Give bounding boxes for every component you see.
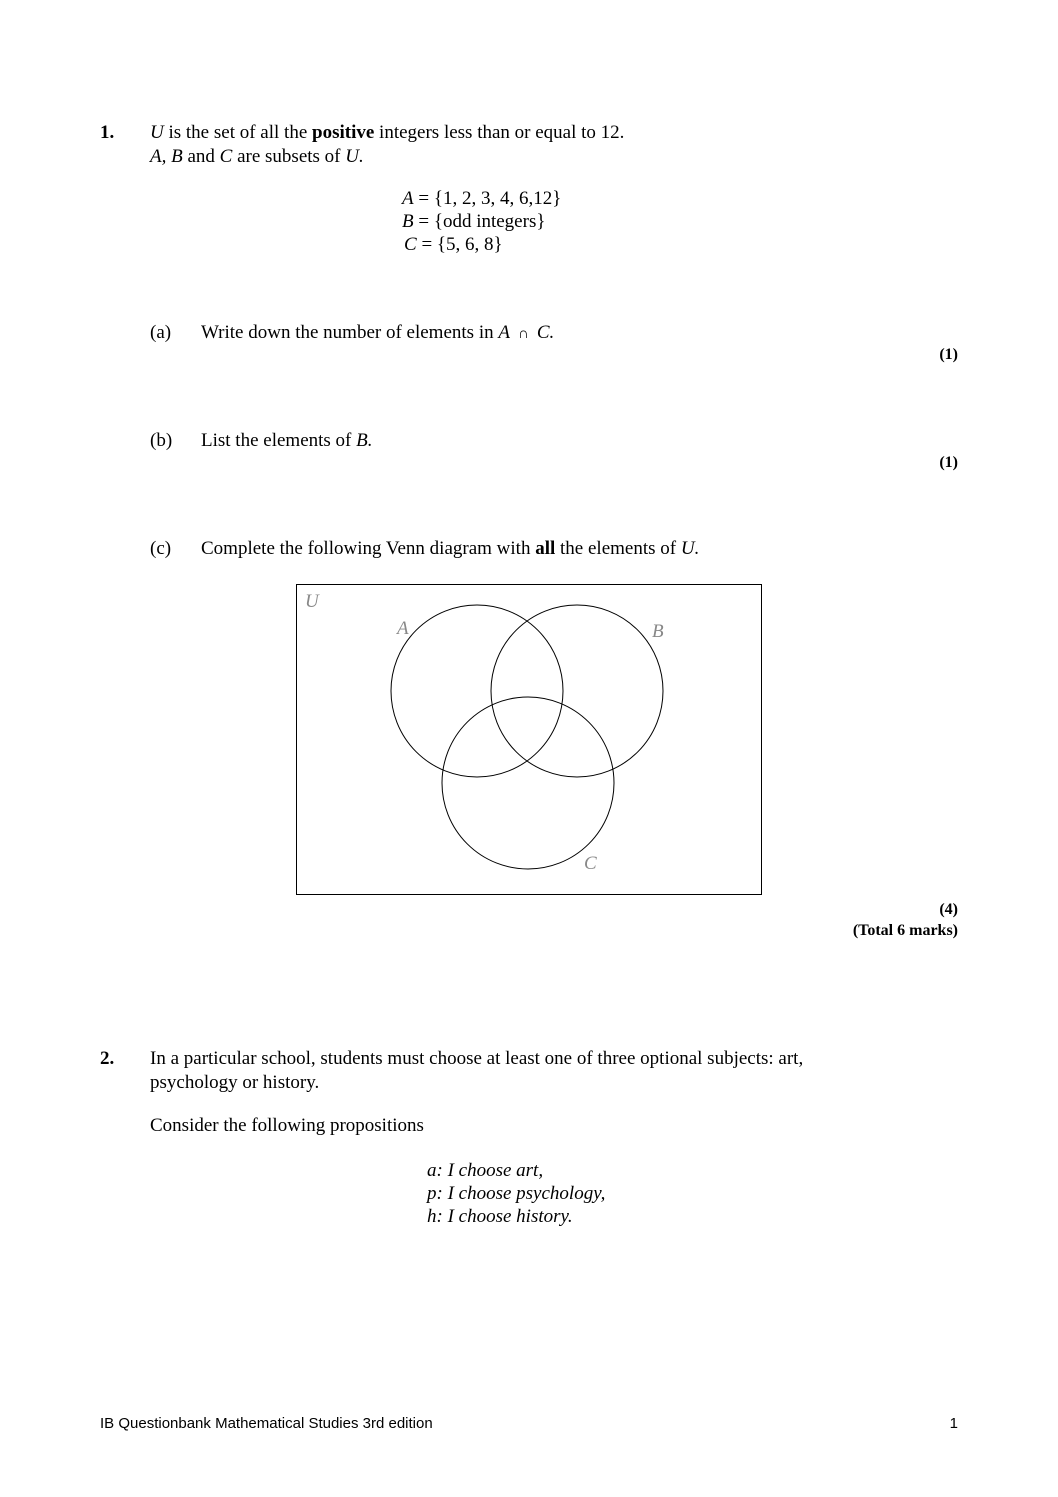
question-number: 2. [100, 1048, 115, 1069]
question-text [150, 122, 624, 144]
label-a: A [397, 618, 409, 639]
circle-b [491, 605, 663, 777]
var-a: A [498, 322, 510, 343]
footer-title: IB Questionbank Mathematical Studies 3rd edition [100, 1415, 433, 1432]
question-text: Consider the following propositions [150, 1115, 424, 1136]
var-u: U. [345, 146, 364, 167]
var-u: U [150, 122, 164, 143]
intersection-symbol: ∩ [517, 326, 529, 342]
label-c: C [584, 853, 597, 874]
venn-svg [297, 585, 763, 896]
var-u: U. [680, 538, 700, 559]
set-elements: = {1, 2, 3, 4, 6,12} [413, 188, 562, 209]
text-segment: integers less than or equal to 12. [374, 122, 625, 143]
part-label-c: (c) [150, 538, 172, 559]
var-c: C [219, 146, 233, 167]
text-segment: the elements of [555, 538, 681, 559]
proposition-h: h: I choose history. [427, 1206, 573, 1227]
circle-c [442, 697, 614, 869]
set-definition-c [404, 234, 503, 256]
bold-text: all [535, 538, 556, 559]
set-elements: = {5, 6, 8} [416, 234, 503, 255]
text-segment: Complete the following Venn diagram with [201, 538, 536, 559]
marks-b: (1) [939, 454, 958, 471]
text-segment: are subsets of [232, 146, 346, 167]
part-text-c [201, 538, 699, 560]
question-number: 1. [100, 122, 115, 143]
var-c: C. [536, 322, 555, 343]
var-b: B. [356, 430, 373, 451]
question-text [150, 146, 364, 168]
text-segment: is the set of all the [163, 122, 313, 143]
set-definition-a [402, 188, 561, 210]
marks-c: (4) [939, 901, 958, 918]
set-name: A [402, 188, 414, 209]
bold-text: positive [312, 122, 375, 143]
universe-label: U [305, 591, 319, 612]
set-name: C [404, 234, 417, 255]
text-segment: Write down the number of elements in [201, 322, 499, 343]
set-elements: = {odd integers} [413, 211, 546, 232]
part-text-a [201, 322, 554, 344]
text-segment: and [182, 146, 220, 167]
var-ab: A, B [150, 146, 183, 167]
question-text: In a particular school, students must choose at least one of three optional subjects: art, [150, 1048, 804, 1069]
proposition-a: a: I choose art, [427, 1160, 544, 1181]
text-segment: List the elements of [201, 430, 357, 451]
part-label-b: (b) [150, 430, 173, 451]
venn-diagram [296, 584, 762, 895]
page-number: 1 [949, 1415, 958, 1432]
label-b: B [652, 621, 664, 642]
total-marks: (Total 6 marks) [852, 922, 958, 939]
part-text-b [201, 430, 373, 452]
circle-a [391, 605, 563, 777]
marks-a: (1) [939, 346, 958, 363]
part-label-a: (a) [150, 322, 172, 343]
proposition-p: p: I choose psychology, [427, 1183, 606, 1204]
question-text: psychology or history. [150, 1072, 320, 1093]
set-definition-b [402, 211, 545, 233]
set-name: B [402, 211, 414, 232]
